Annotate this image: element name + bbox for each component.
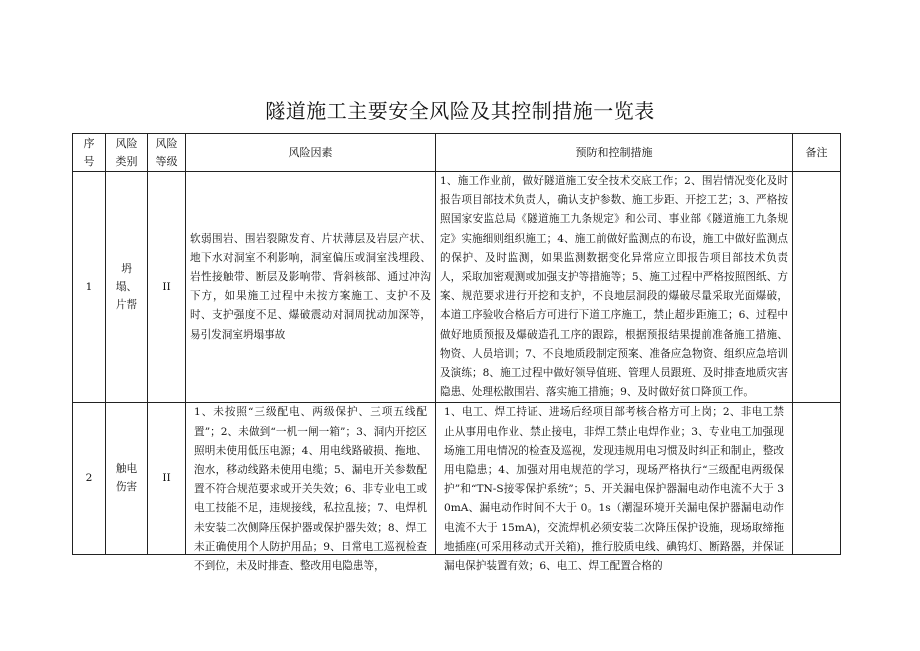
row-factors-text: 1、未按照“三级配电、两级保护、三项五线配置”；2、未做到“一机一闸一箱”；3、洞内开挖区照明未使用低压电源；4、用电线路破损、拖地、泡水，移动线路未使用电缆；5、漏电开关参数配置不符合规范要求或开关失效；6、非专业电工或电工技能不足，违规接线，私拉乱接；7、电焊机未安装二次侧降压保护器或保护器失效；8、焊工未正确使用个人防护用品；9、日常电工巡视检查不到位，未及时排查、整改用电隐患等， [194,406,427,573]
risk-control-table [72,133,841,573]
row-level: II [148,403,186,555]
header-measures: 预防和控制措施 [436,134,793,172]
row-no: 2 [73,403,106,555]
row-category: 触电伤害 [106,403,148,555]
row-level: II [148,172,186,403]
row-remarks [793,172,841,403]
table-row [73,172,841,403]
row-factors [186,403,436,573]
row-measures [436,403,793,573]
row-category: 坍塌、片帮 [106,172,148,403]
header-remarks: 备注 [793,134,841,172]
row-remarks [793,403,841,555]
table-header-row [73,134,841,172]
header-category: 风险类别 [106,134,148,172]
header-factors: 风险因素 [186,134,436,172]
row-measures-text: 1、电工、焊工持证、进场后经项目部考核合格方可上岗；2、非电工禁止从事用电作业、禁止接电，非焊工禁止电焊作业；3、专业电工加强现场施工用电情况的检查及巡视，发现违规用电习惯及时纠正和制止，整改用电隐患；4、加强对用电规范的学习，现场严格执行“三级配电两级保护”和“TN-S接零保护系统”；5、开关漏电保护器漏电动作电流不大于 30mA、漏电动作时间不大于 0。1s（潮湿环境开关漏电保护器漏电动作电流不大于 15mA)，交流焊机必须安装二次降压保护设施，现场取缔拖地插座(可采用移动式开关箱)，推行胶质电线、碘钨灯、断路器，并保证漏电保护装置有效；6、电工、焊工配置合格的 [444,406,784,573]
header-level: 风险等级 [148,134,186,172]
header-no: 序号 [73,134,106,172]
row-no: 1 [73,172,106,403]
page-title: 隧道施工主要安全风险及其控制措施一览表 [265,99,655,123]
table-row [73,403,841,555]
row-factors: 软弱围岩、围岩裂隙发育、片状薄层及岩层产状、地下水对洞室不利影响，洞室偏压或洞室浅埋段、岩性接触带、断层及影响带、背斜核部、通过冲沟下方，如果施工过程中未按方案施工、支护不及时、支护强度不足、爆破震动对洞周扰动加深等，易引发洞室坍塌事故 [186,172,436,403]
row-measures: 1、施工作业前，做好隧道施工安全技术交底工作；2、围岩情况变化及时报告项目部技术负责人，确认支护参数、施工步距、开挖工艺；3、严格按照国家安监总局《隧道施工九条规定》和公司、事业部《隧道施工九条规定》实施细则组织施工；4、施工前做好监测点的布设，施工中做好监测点的保护、及时监测，如果监测数据变化异常应立即报告项目部技术负责人，采取加密观测或加强支护等措施等；5、施工过程中严格按照图纸、方案、规范要求进行开挖和支护，不良地层洞段的爆破尽量采取光面爆破，本道工序验收合格后方可进行下道工序施工，禁止超步距施工；6、过程中做好地质预报及爆破造孔工序的跟踪，根据预报结果提前准备施工措施、物资、人员培训；7、不良地质段制定预案、准备应急物资、组织应急培训及演练；8、施工过程中做好领导值班、管理人员跟班、及时排查地质灾害隐患、处理松散围岩、落实施工措施；9、及时做好贫口降顶工作。 [436,172,793,403]
